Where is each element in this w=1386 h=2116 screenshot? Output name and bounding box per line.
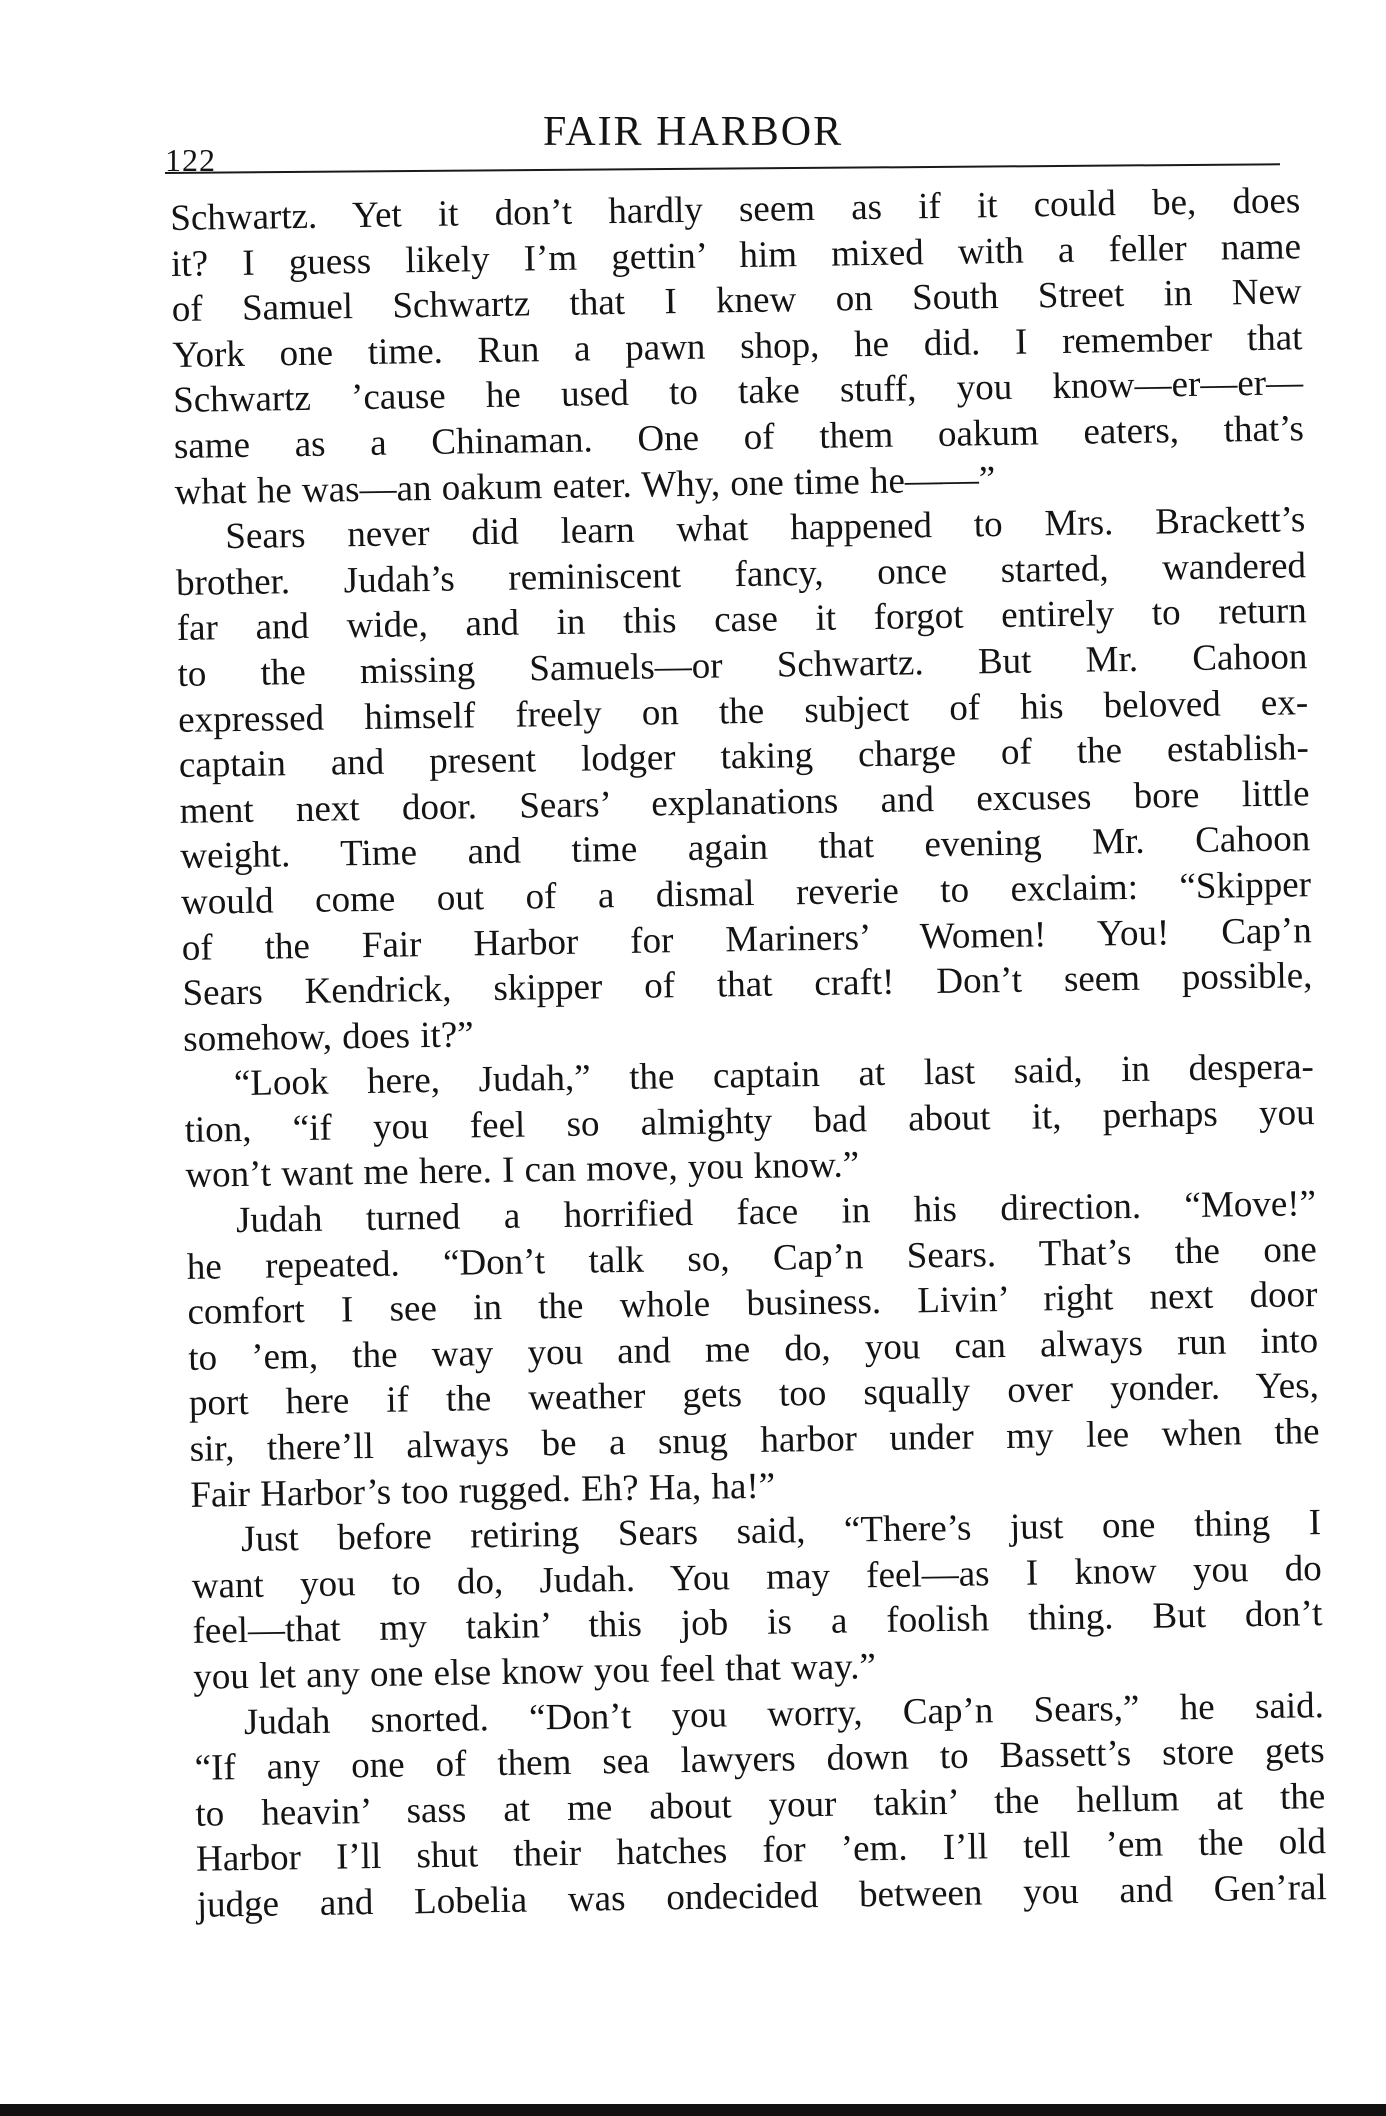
page-number: 122 [165,142,216,178]
text-line: brother. Judah’s reminiscent fancy, once started, wandered [175,544,1307,604]
text-line: to heavin’ sass at me about your takin’ the hellum at the [195,1775,1326,1835]
scan-edge [0,2104,1386,2116]
text-line: Harbor I’ll shut their hatches for ’em. I’ll tell ’em the old [195,1821,1327,1881]
text-line: of the Fair Harbor for Mariners’ Women! You! Cap’n [181,909,1312,969]
text-line: to ’em, the way you and me do, you can always run into [187,1319,1319,1379]
text-line: somehow, does it?” [182,1014,474,1060]
text-line: would come out of a dismal reverie to exclaim: “Skipper [180,864,1312,923]
text-line: far and wide, and in this case it forgot entirely to return [176,590,1307,650]
text-line: port here if the weather gets too squally over yonder. Yes, [188,1365,1320,1425]
text-line: Judah turned a horrified face in his direction. “Move!” [235,1183,1317,1242]
text-line: what he was—an oakum eater. Why, one time he——” [174,458,996,513]
text-line: Sears Kendrick, skipper of that craft! Don’t seem possible, [182,955,1313,1014]
text-line: you let any one else know you feel that way.” [192,1646,877,1698]
text-line: ment next door. Sears’ explanations and excuses bore little [179,772,1310,832]
text-line: Judah snorted. “Don’t you worry, Cap’n Sears,” he said. [243,1684,1325,1743]
text-line: “If any one of them sea lawyers down to Bassett’s store gets [194,1730,1325,1789]
text-line: Schwartz. Yet it don’t hardly seem as if it could be, does [170,180,1301,239]
text-line: “Look here, Judah,” the captain at last said, in despera- [233,1046,1315,1105]
text-line: Schwartz ’cause he used to take stuff, you know—er—er— [172,362,1304,422]
text-line: judge and Lobelia was ondecided between you and Gen’ral [196,1867,1328,1926]
text-line: Sears never did learn what happened to Mrs. Brackett’s [225,499,1306,558]
text-line: York one time. Run a pawn shop, he did. I remember that [172,317,1303,376]
text-line: captain and present lodger taking charge of the establish- [178,727,1310,787]
text-line: he repeated. “Don’t talk so, Cap’n Sears. That’s the one [186,1228,1318,1288]
text-line: weight. Time and time again that evening Mr. Cahoon [180,818,1311,878]
text-line: tion, “if you feel so almighty bad about it, perhaps you [184,1092,1315,1151]
text-line: it? I guess likely I’m gettin’ him mixed with a feller name [170,225,1302,285]
text-line: expressed himself freely on the subject of his beloved ex- [177,681,1309,741]
text-line: feel—that my takin’ this job is a foolish thing. But don’t [192,1593,1323,1653]
text-line: comfort I see in the whole business. Livin’ right next door [187,1274,1318,1334]
text-line: Just before retiring Sears said, “There’s just one thing I [240,1502,1322,1561]
text-line: won’t want me here. I can move, you know.” [185,1144,860,1197]
text-line: of Samuel Schwartz that I knew on South Street in New [171,271,1302,331]
text-line: want you to do, Judah. You may feel—as I know you do [191,1547,1323,1607]
text-line: to the missing Samuels—or Schwartz. But Mr. Cahoon [177,636,1308,695]
text-line: same as a Chinaman. One of them oakum eaters, that’s [173,408,1305,467]
text-line: sir, there’ll always be a snug harbor under my lee when the [189,1411,1320,1470]
body-text [170,178,1327,1928]
running-head: FAIR HARBOR [543,109,844,155]
text-line: Fair Harbor’s too rugged. Eh? Ha, ha!” [190,1465,776,1516]
